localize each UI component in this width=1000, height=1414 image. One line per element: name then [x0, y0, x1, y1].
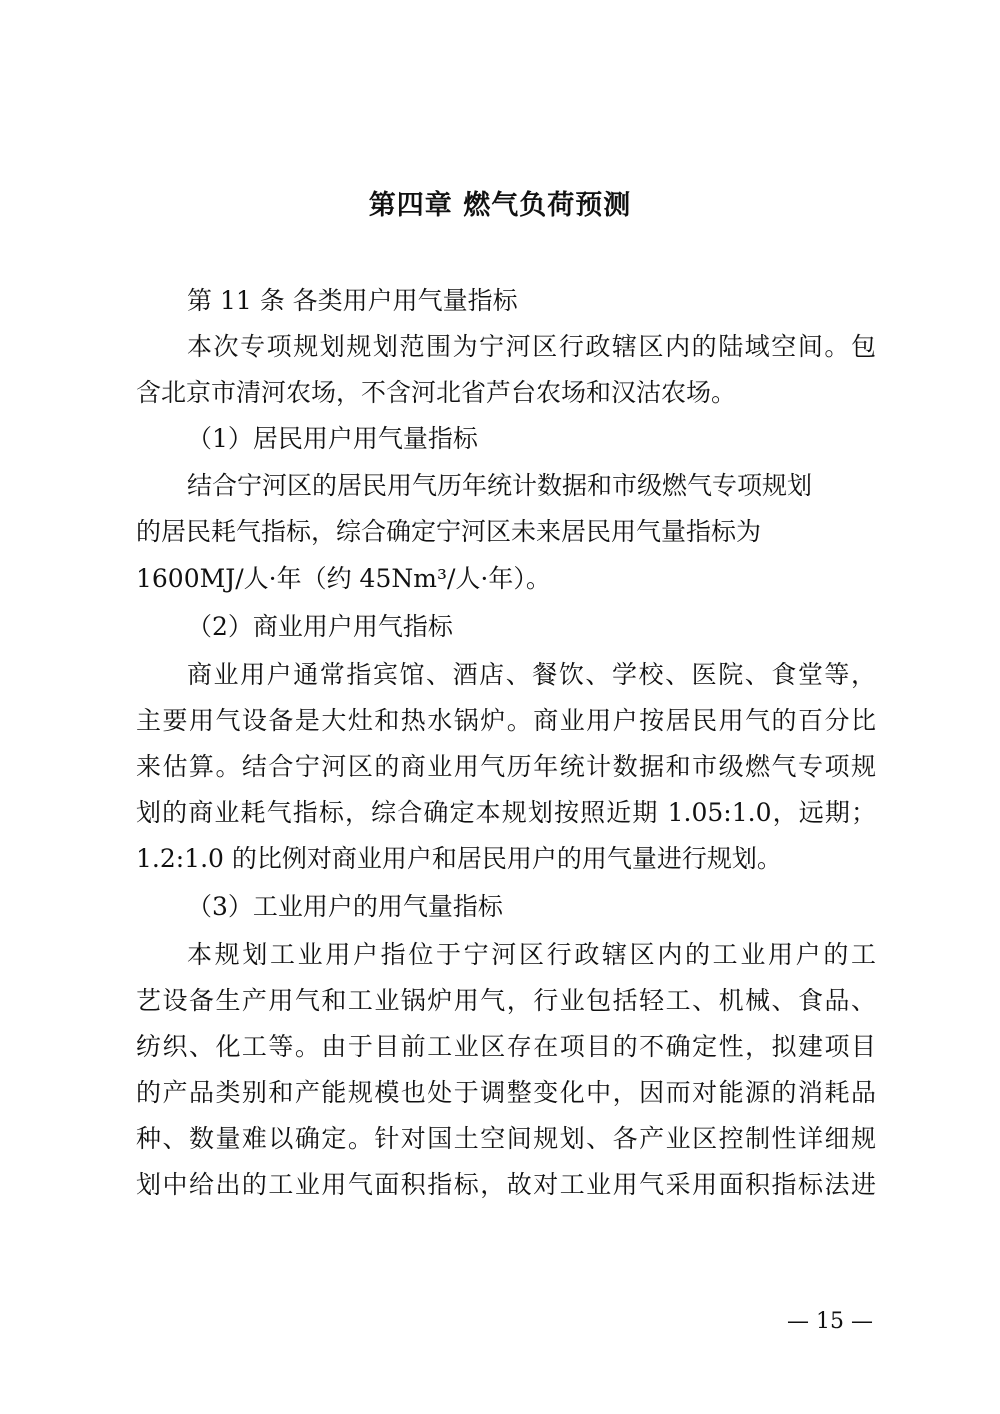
- paragraph-line: 1600MJ/人·年（约 45Nm³/人·年）。: [136, 564, 551, 593]
- section-heading-residential: （1）居民用户用气量指标: [187, 424, 478, 453]
- chapter-title: 第四章 燃气负荷预测: [368, 190, 632, 221]
- paragraph-line: 划的商业耗气指标，综合确定本规划按照近期 1.05:1.0，远期；: [136, 798, 876, 827]
- section-heading-commercial: （2）商业用户用气指标: [187, 612, 453, 641]
- paragraph-line: 含北京市清河农场，不含河北省芦台农场和汉沽农场。: [136, 378, 737, 407]
- paragraph-line: 种、数量难以确定。针对国土空间规划、各产业区控制性详细规: [136, 1124, 876, 1153]
- paragraph-line: 的居民耗气指标，综合确定宁河区未来居民用气量指标为: [136, 517, 762, 546]
- paragraph-line: 本规划工业用户指位于宁河区行政辖区内的工业用户的工: [187, 940, 876, 969]
- paragraph-line: 结合宁河区的居民用气历年统计数据和市级燃气专项规划: [187, 471, 813, 500]
- article-title: 第 11 条 各类用户用气量指标: [187, 286, 518, 315]
- section-heading-industrial: （3）工业用户的用气量指标: [187, 892, 503, 921]
- paragraph-line: 1.2:1.0 的比例对商业用户和居民用户的用气量进行规划。: [136, 844, 782, 873]
- paragraph-line: 来估算。结合宁河区的商业用气历年统计数据和市级燃气专项规: [136, 752, 876, 781]
- paragraph-line: 艺设备生产用气和工业锅炉用气，行业包括轻工、机械、食品、: [136, 986, 876, 1015]
- paragraph-line: 的产品类别和产能规模也处于调整变化中，因而对能源的消耗品: [136, 1078, 876, 1107]
- paragraph-line: 本次专项规划规划范围为宁河区行政辖区内的陆域空间。包: [187, 332, 876, 361]
- paragraph-line: 商业用户通常指宾馆、酒店、餐饮、学校、医院、食堂等，: [187, 660, 876, 689]
- paragraph-line: 划中给出的工业用气面积指标，故对工业用气采用面积指标法进: [136, 1170, 876, 1199]
- paragraph-line: 纺织、化工等。由于目前工业区存在项目的不确定性，拟建项目: [136, 1032, 876, 1061]
- paragraph-line: 主要用气设备是大灶和热水锅炉。商业用户按居民用气的百分比: [136, 706, 876, 735]
- page-number: — 15 —: [787, 1309, 873, 1334]
